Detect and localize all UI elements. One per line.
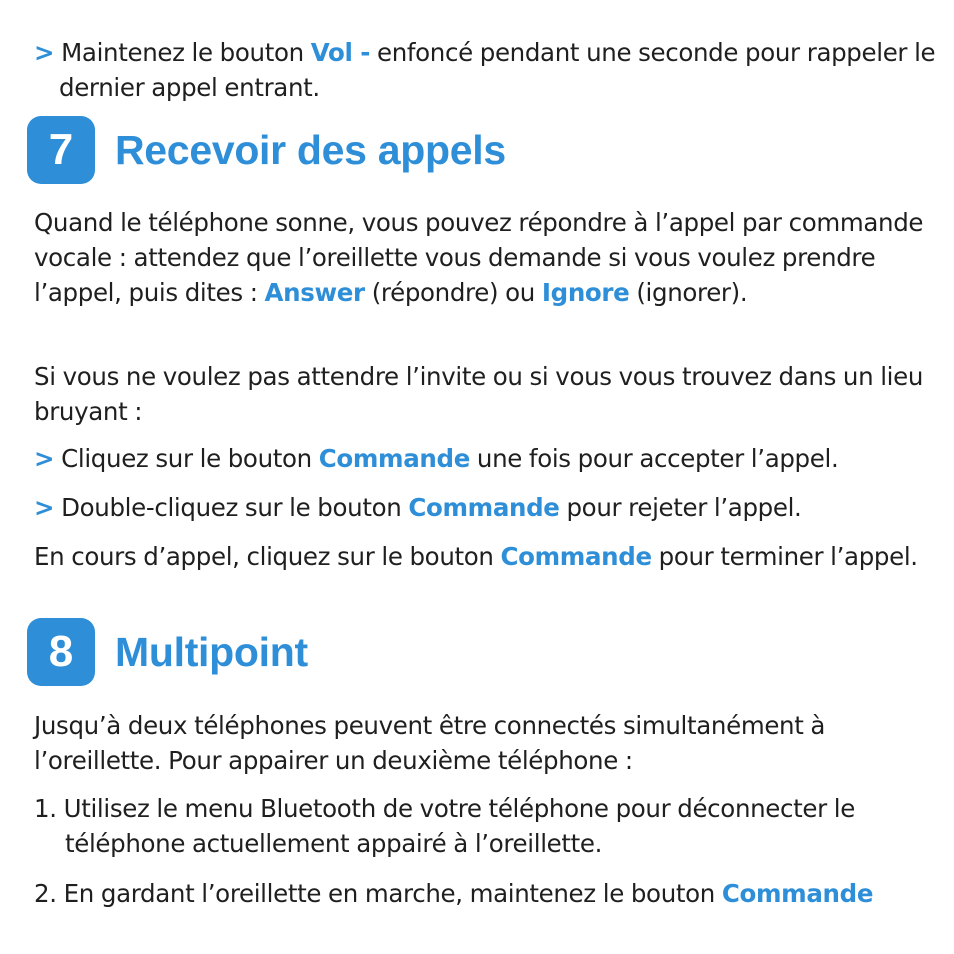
section-7-title: Recevoir des appels <box>115 127 506 173</box>
section-8-paragraph-1: Jusqu’à deux téléphones peuvent être connectés simultanément à l’oreillette. Pour appairer un deuxième téléphone : <box>34 711 826 775</box>
step-number: 2. <box>34 879 57 908</box>
vol-minus-button-label: Vol - <box>310 38 371 67</box>
section-7-bullet-2: > Double-cliquez sur le bouton Commande pour rejeter l’appel. <box>34 493 802 522</box>
section-7-paragraph-1: Quand le téléphone sonne, vous pouvez répondre à l’appel par commande vocale : attendez que l’oreillette vous demande si vous voulez prendre l’appel, puis dites : Answer (répondre) ou Ignore (ignorer). <box>34 208 924 307</box>
section-8-title: Multipoint <box>115 629 308 675</box>
commande-button-label: Commande <box>500 542 652 571</box>
intro-bullet: > Maintenez le bouton Vol - enfoncé pendant une seconde pour rappeler le dernier appel entrant. <box>34 38 936 102</box>
section-8-step-2: 2. En gardant l’oreillette en marche, maintenez le bouton Commande <box>34 879 874 908</box>
bullet-arrow-icon: > <box>34 38 55 67</box>
section-7-paragraph-2: Si vous ne voulez pas attendre l’invite ou si vous vous trouvez dans un lieu bruyant : <box>34 362 924 426</box>
answer-command-label: Answer <box>264 278 365 307</box>
commande-button-label: Commande <box>318 444 470 473</box>
ignore-command-label: Ignore <box>541 278 630 307</box>
section-7-paragraph-3: En cours d’appel, cliquez sur le bouton Commande pour terminer l’appel. <box>34 542 918 571</box>
section-7-bullet-1: > Cliquez sur le bouton Commande une fois pour accepter l’appel. <box>34 444 839 473</box>
section-8-step-1: 1. Utilisez le menu Bluetooth de votre téléphone pour déconnecter le téléphone actuellement appairé à l’oreillette. <box>34 794 855 858</box>
commande-button-label: Commande <box>721 879 874 908</box>
section-8-number-badge: 8 <box>27 618 95 686</box>
step-number: 1. <box>34 794 57 823</box>
commande-button-label: Commande <box>408 493 560 522</box>
bullet-arrow-icon: > <box>34 493 55 522</box>
section-7-number-badge: 7 <box>27 116 95 184</box>
bullet-arrow-icon: > <box>34 444 55 473</box>
